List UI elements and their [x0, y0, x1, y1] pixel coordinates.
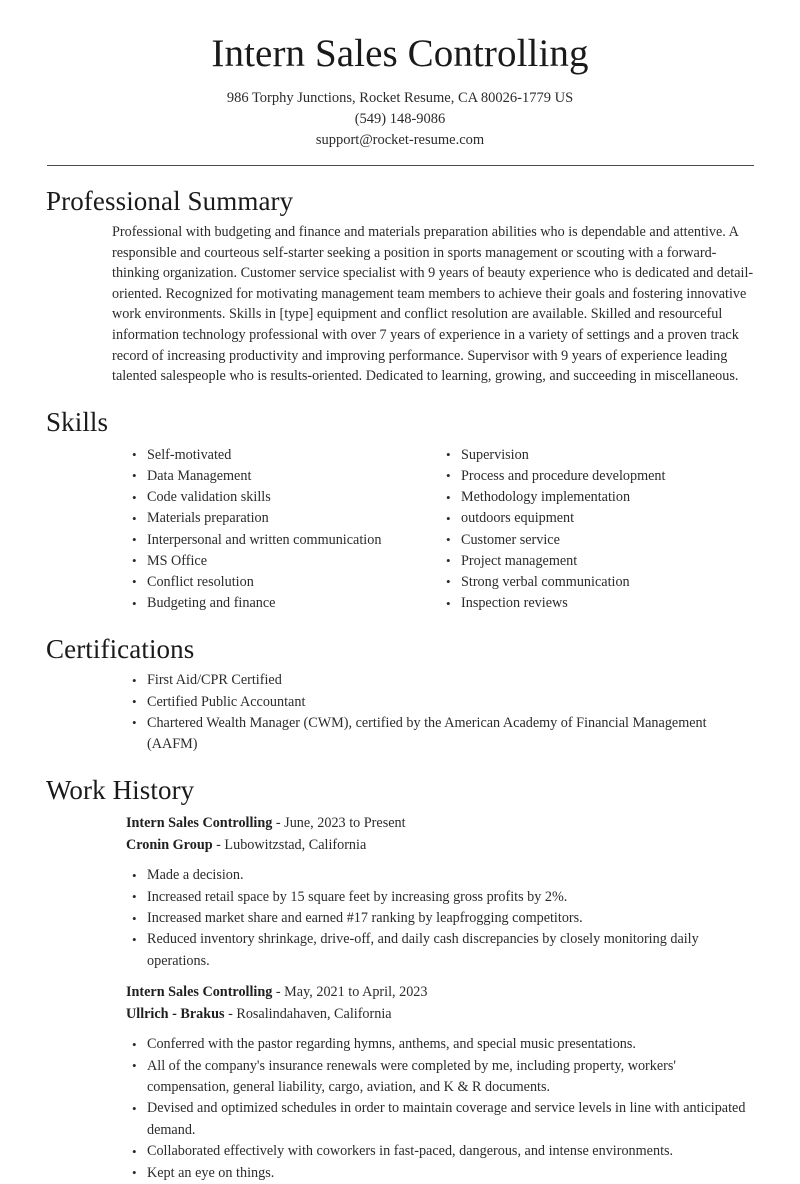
list-item: • Chartered Wealth Manager (CWM), certified by the American Academy of Financial Management (AAFM)	[132, 713, 754, 755]
section-heading-summary: Professional Summary	[46, 186, 294, 216]
list-item: • Strong verbal communication	[446, 572, 754, 593]
job-title-line	[126, 813, 754, 835]
job-title: Intern Sales Controlling	[126, 815, 273, 832]
section-professional-summary	[46, 184, 754, 387]
resume-header	[46, 0, 754, 151]
list-item: • Code validation skills	[132, 487, 400, 508]
work-history-jobs	[46, 813, 754, 1184]
list-item: • Budgeting and finance	[132, 593, 400, 614]
list-item: • Devised and optimized schedules in order to maintain coverage and service levels in line with anticipated demand.	[132, 1098, 754, 1141]
summary-text: Professional with budgeting and finance and materials preparation abilities who is dependable and attentive. A responsible and courteous self-starter seeking a position in sports management or scouting with a forward-thinking organization. Customer service specialist with 9 years of beauty experience who is dedicated and detail-oriented. Recognized for motivating management team members to achieve their goals and fostering innovative work environments. Skills in [type] equipment and conflict resolution are available. Skilled and resourceful information technology professional with over 7 years of experience in a variety of settings and a proven track record of increasing productivity and improving performance. Supervisor with 9 years of experience leading talented salespeople who is results-oriented. Dedicated to learning, growing, and succeeding in miscellaneous.	[112, 224, 754, 385]
skills-column-right	[400, 443, 754, 615]
list-item: • All of the company's insurance renewals were completed by me, including property, workers' compensation, general liability, cargo, aviation, and K & R documents.	[132, 1056, 754, 1099]
job-location: - Rosalindahaven, California	[224, 1005, 392, 1022]
section-certifications	[46, 632, 754, 755]
list-item: • Certified Public Accountant	[132, 692, 754, 713]
skills-column-left	[46, 443, 400, 615]
list-item: • Data Management	[132, 466, 400, 487]
section-work-history	[46, 773, 754, 1184]
skills-list-right	[400, 445, 754, 615]
job-bullets	[46, 1034, 754, 1184]
contact-email: support@rocket-resume.com	[315, 132, 485, 148]
list-item: • Customer service	[446, 530, 754, 551]
work-history-entry	[46, 982, 754, 1184]
skills-list-left	[46, 445, 400, 615]
job-bullets	[46, 865, 754, 972]
list-item: • Supervision	[446, 445, 754, 466]
list-item: • Increased retail space by 15 square feet by increasing gross profits by 2%.	[132, 887, 754, 908]
page-title: Intern Sales Controlling	[211, 32, 589, 75]
contact-address: 986 Torphy Junctions, Rocket Resume, CA 80026-1779 US	[226, 90, 574, 106]
list-item: • Conflict resolution	[132, 572, 400, 593]
job-title: Intern Sales Controlling	[126, 984, 273, 1001]
job-company: Cronin Group	[126, 836, 213, 853]
list-item: • Reduced inventory shrinkage, drive-off, and daily cash discrepancies by closely monitoring daily operations.	[132, 929, 754, 972]
job-dates: - May, 2021 to April, 2023	[272, 984, 428, 1001]
job-company: Ullrich - Brakus	[126, 1005, 225, 1022]
certifications-list	[46, 670, 754, 755]
list-item: • outdoors equipment	[446, 508, 754, 529]
job-location: - Lubowitzstad, California	[212, 836, 367, 853]
list-item: • Made a decision.	[132, 865, 754, 886]
list-item: • Increased market share and earned #17 ranking by leapfrogging competitors.	[132, 908, 754, 929]
list-item: • Kept an eye on things.	[132, 1163, 754, 1184]
list-item: • Self-motivated	[132, 445, 400, 466]
list-item: • First Aid/CPR Certified	[132, 670, 754, 691]
job-dates: - June, 2023 to Present	[272, 815, 406, 832]
job-title-line	[126, 982, 754, 1004]
section-heading-skills: Skills	[46, 406, 109, 437]
skills-columns	[46, 443, 754, 615]
list-item: • Inspection reviews	[446, 593, 754, 614]
section-heading-certifications: Certifications	[46, 634, 195, 665]
list-item: • Conferred with the pastor regarding hymns, anthems, and special music presentations.	[132, 1034, 754, 1055]
work-history-entry	[46, 813, 754, 972]
header-divider	[47, 165, 754, 166]
list-item: • Materials preparation	[132, 508, 400, 529]
section-skills	[46, 405, 754, 615]
list-item: • Interpersonal and written communication	[132, 530, 400, 551]
job-company-line	[126, 835, 754, 857]
list-item: • Project management	[446, 551, 754, 572]
list-item: • Process and procedure development	[446, 466, 754, 487]
contact-phone: (549) 148-9086	[354, 111, 446, 127]
job-company-line	[126, 1004, 754, 1026]
list-item: • Methodology implementation	[446, 487, 754, 508]
list-item: • Collaborated effectively with coworkers in fast-paced, dangerous, and intense environments.	[132, 1141, 754, 1162]
list-item: • MS Office	[132, 551, 400, 572]
section-heading-work-history: Work History	[46, 775, 195, 806]
